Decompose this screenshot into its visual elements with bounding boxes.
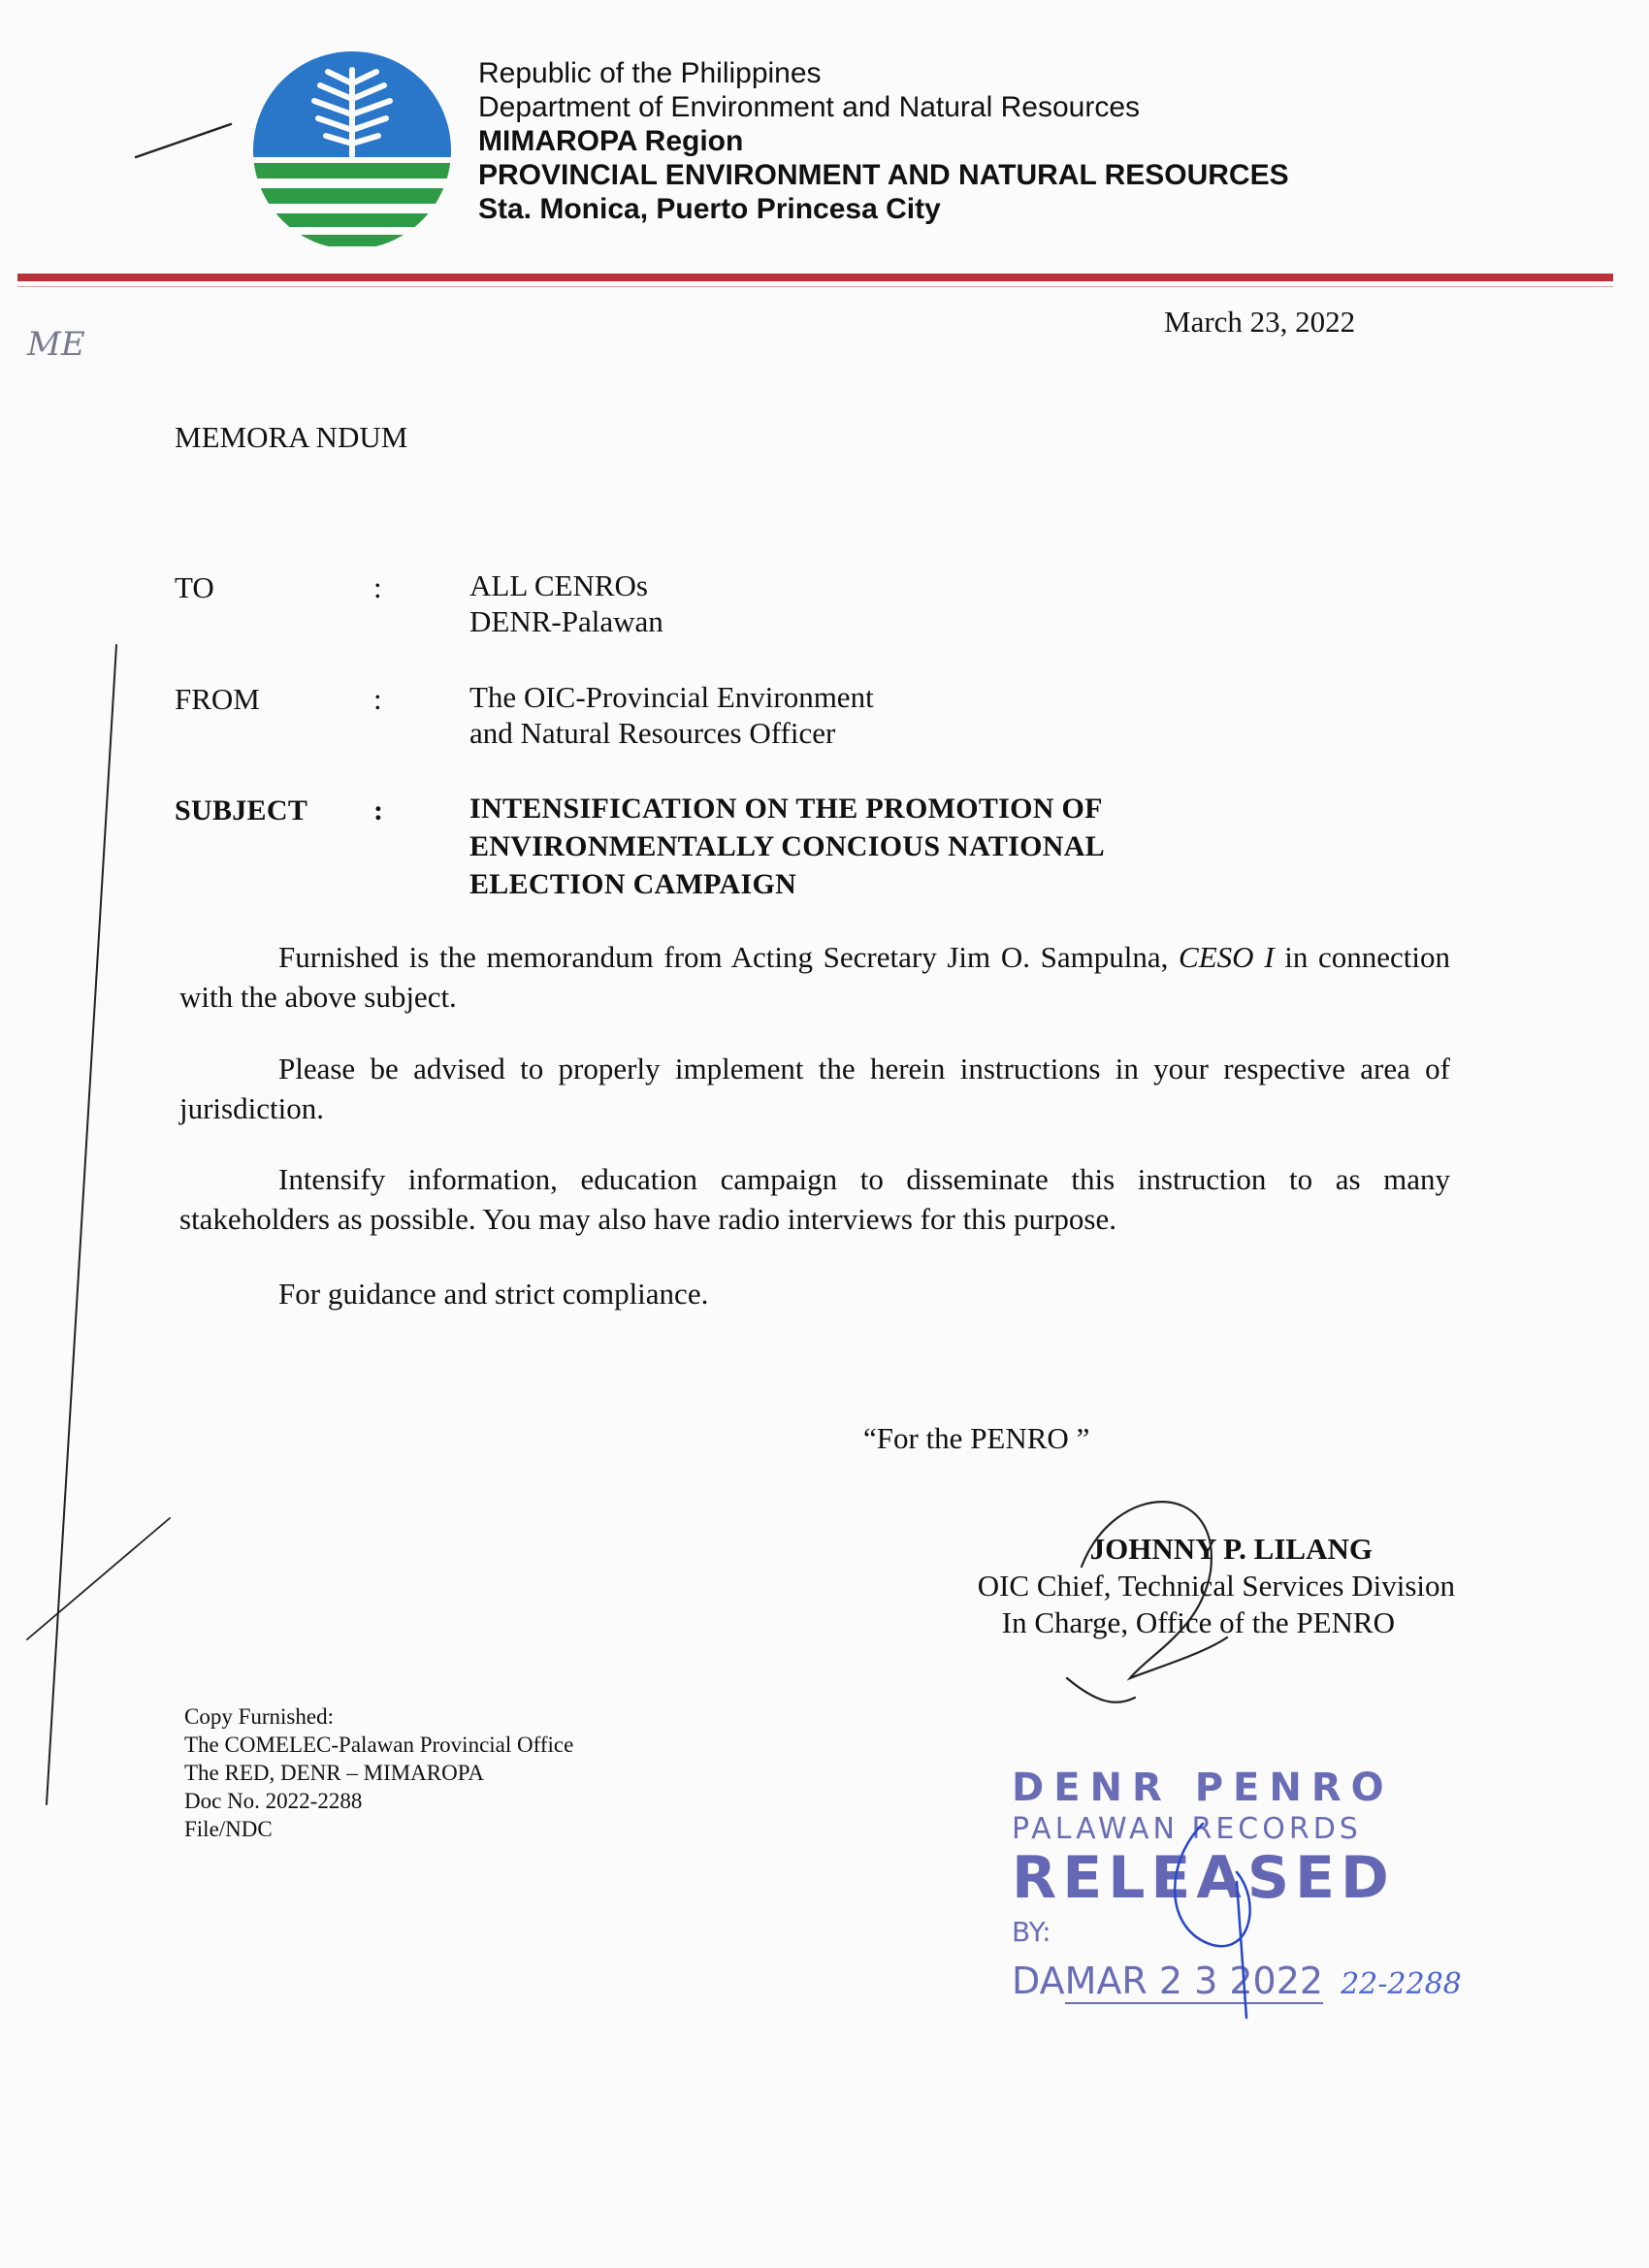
body-p3-text: Intensify information, education campaign to disseminate this instruction to as many stakeholders as possible. You may also have radio interviews for this purpose. [179,1162,1450,1236]
signatory-title-1: OIC Chief, Technical Services Division [977,1569,1455,1603]
body-p2-text: Please be advised to properly implement the herein instructions in your respective area of jurisdiction. [179,1052,1450,1125]
body-paragraph-2 [179,1049,1450,1128]
signature-block [834,1531,1455,1641]
stamp-by-label: BY: [1012,1916,1051,1948]
body-p1-italic: CESO I [1179,940,1275,974]
signatory-name: JOHNNY P. LILANG [1089,1532,1373,1566]
released-stamp [1012,1766,1462,2002]
margin-handwritten-note: ME [27,325,85,364]
subject-value [469,790,1105,903]
to-colon: : [373,570,382,604]
denr-logo-icon [250,49,454,252]
stamp-date-label: DA [1012,1960,1065,2002]
from-line-1: The OIC-Provincial Environment [469,680,874,714]
body-paragraph-4 [179,1274,1450,1313]
to-line-2: DENR-Palawan [469,604,663,638]
body-paragraph-1 [179,937,1450,1017]
copy-furnished-item: File/NDC [184,1817,273,1841]
body-paragraph-3 [179,1159,1450,1239]
stamp-released: RELEASED [1012,1844,1395,1912]
subject-line-3: ELECTION CAMPAIGN [469,868,797,900]
letterhead-region: MIMAROPA Region [478,125,744,157]
stamp-doc-number: 22-2288 [1341,1967,1462,2001]
from-value [469,679,874,751]
body-p4-text: For guidance and strict compliance. [278,1277,709,1311]
stamp-office: DENR PENRO [1012,1766,1394,1810]
to-line-1: ALL CENROs [469,568,648,602]
from-colon: : [373,682,382,716]
header-divider [17,274,1613,281]
copy-furnished-item: The COMELEC-Palawan Provincial Office [184,1733,574,1757]
memo-date: March 23, 2022 [1164,305,1356,339]
to-value [469,567,663,639]
subject-line-2: ENVIRONMENTALLY CONCIOUS NATIONAL [469,830,1105,862]
subject-line-1: INTENSIFICATION ON THE PROMOTION OF [469,793,1103,825]
memo-title: MEMORA NDUM [175,420,408,454]
letterhead [478,56,1289,226]
subject-label: SUBJECT [175,794,308,826]
stamp-date-line [1012,1960,1462,2002]
header-divider-thin [17,286,1613,287]
from-line-2: and Natural Resources Officer [469,716,836,750]
body-p1-text: Furnished is the memorandum from Acting Secretary Jim O. Sampulna, [278,940,1169,974]
letterhead-office: PROVINCIAL ENVIRONMENT AND NATURAL RESOURCES [478,159,1289,191]
closing-for-penro: “For the PENRO ” [863,1421,1090,1455]
copy-furnished-heading: Copy Furnished: [184,1704,334,1729]
signatory-title-2: In Charge, Office of the PENRO [1001,1605,1395,1639]
stamp-records: PALAWAN RECORDS [1012,1812,1362,1846]
to-label: TO [175,570,214,604]
letterhead-line-2: Department of Environment and Natural Resources [478,91,1141,123]
copy-furnished-item: The RED, DENR – MIMAROPA [184,1761,485,1785]
letterhead-address: Sta. Monica, Puerto Princesa City [478,193,941,225]
copy-furnished-item: Doc No. 2022-2288 [184,1789,363,1813]
from-label: FROM [175,682,260,716]
stamp-date-value: MAR 2 3 2022 [1064,1960,1324,2002]
copy-furnished [184,1702,573,1843]
body-p1-tail: in connection with the above subject. [179,940,1451,1014]
subject-colon: : [373,794,384,826]
letterhead-line-1: Republic of the Philippines [478,57,822,89]
